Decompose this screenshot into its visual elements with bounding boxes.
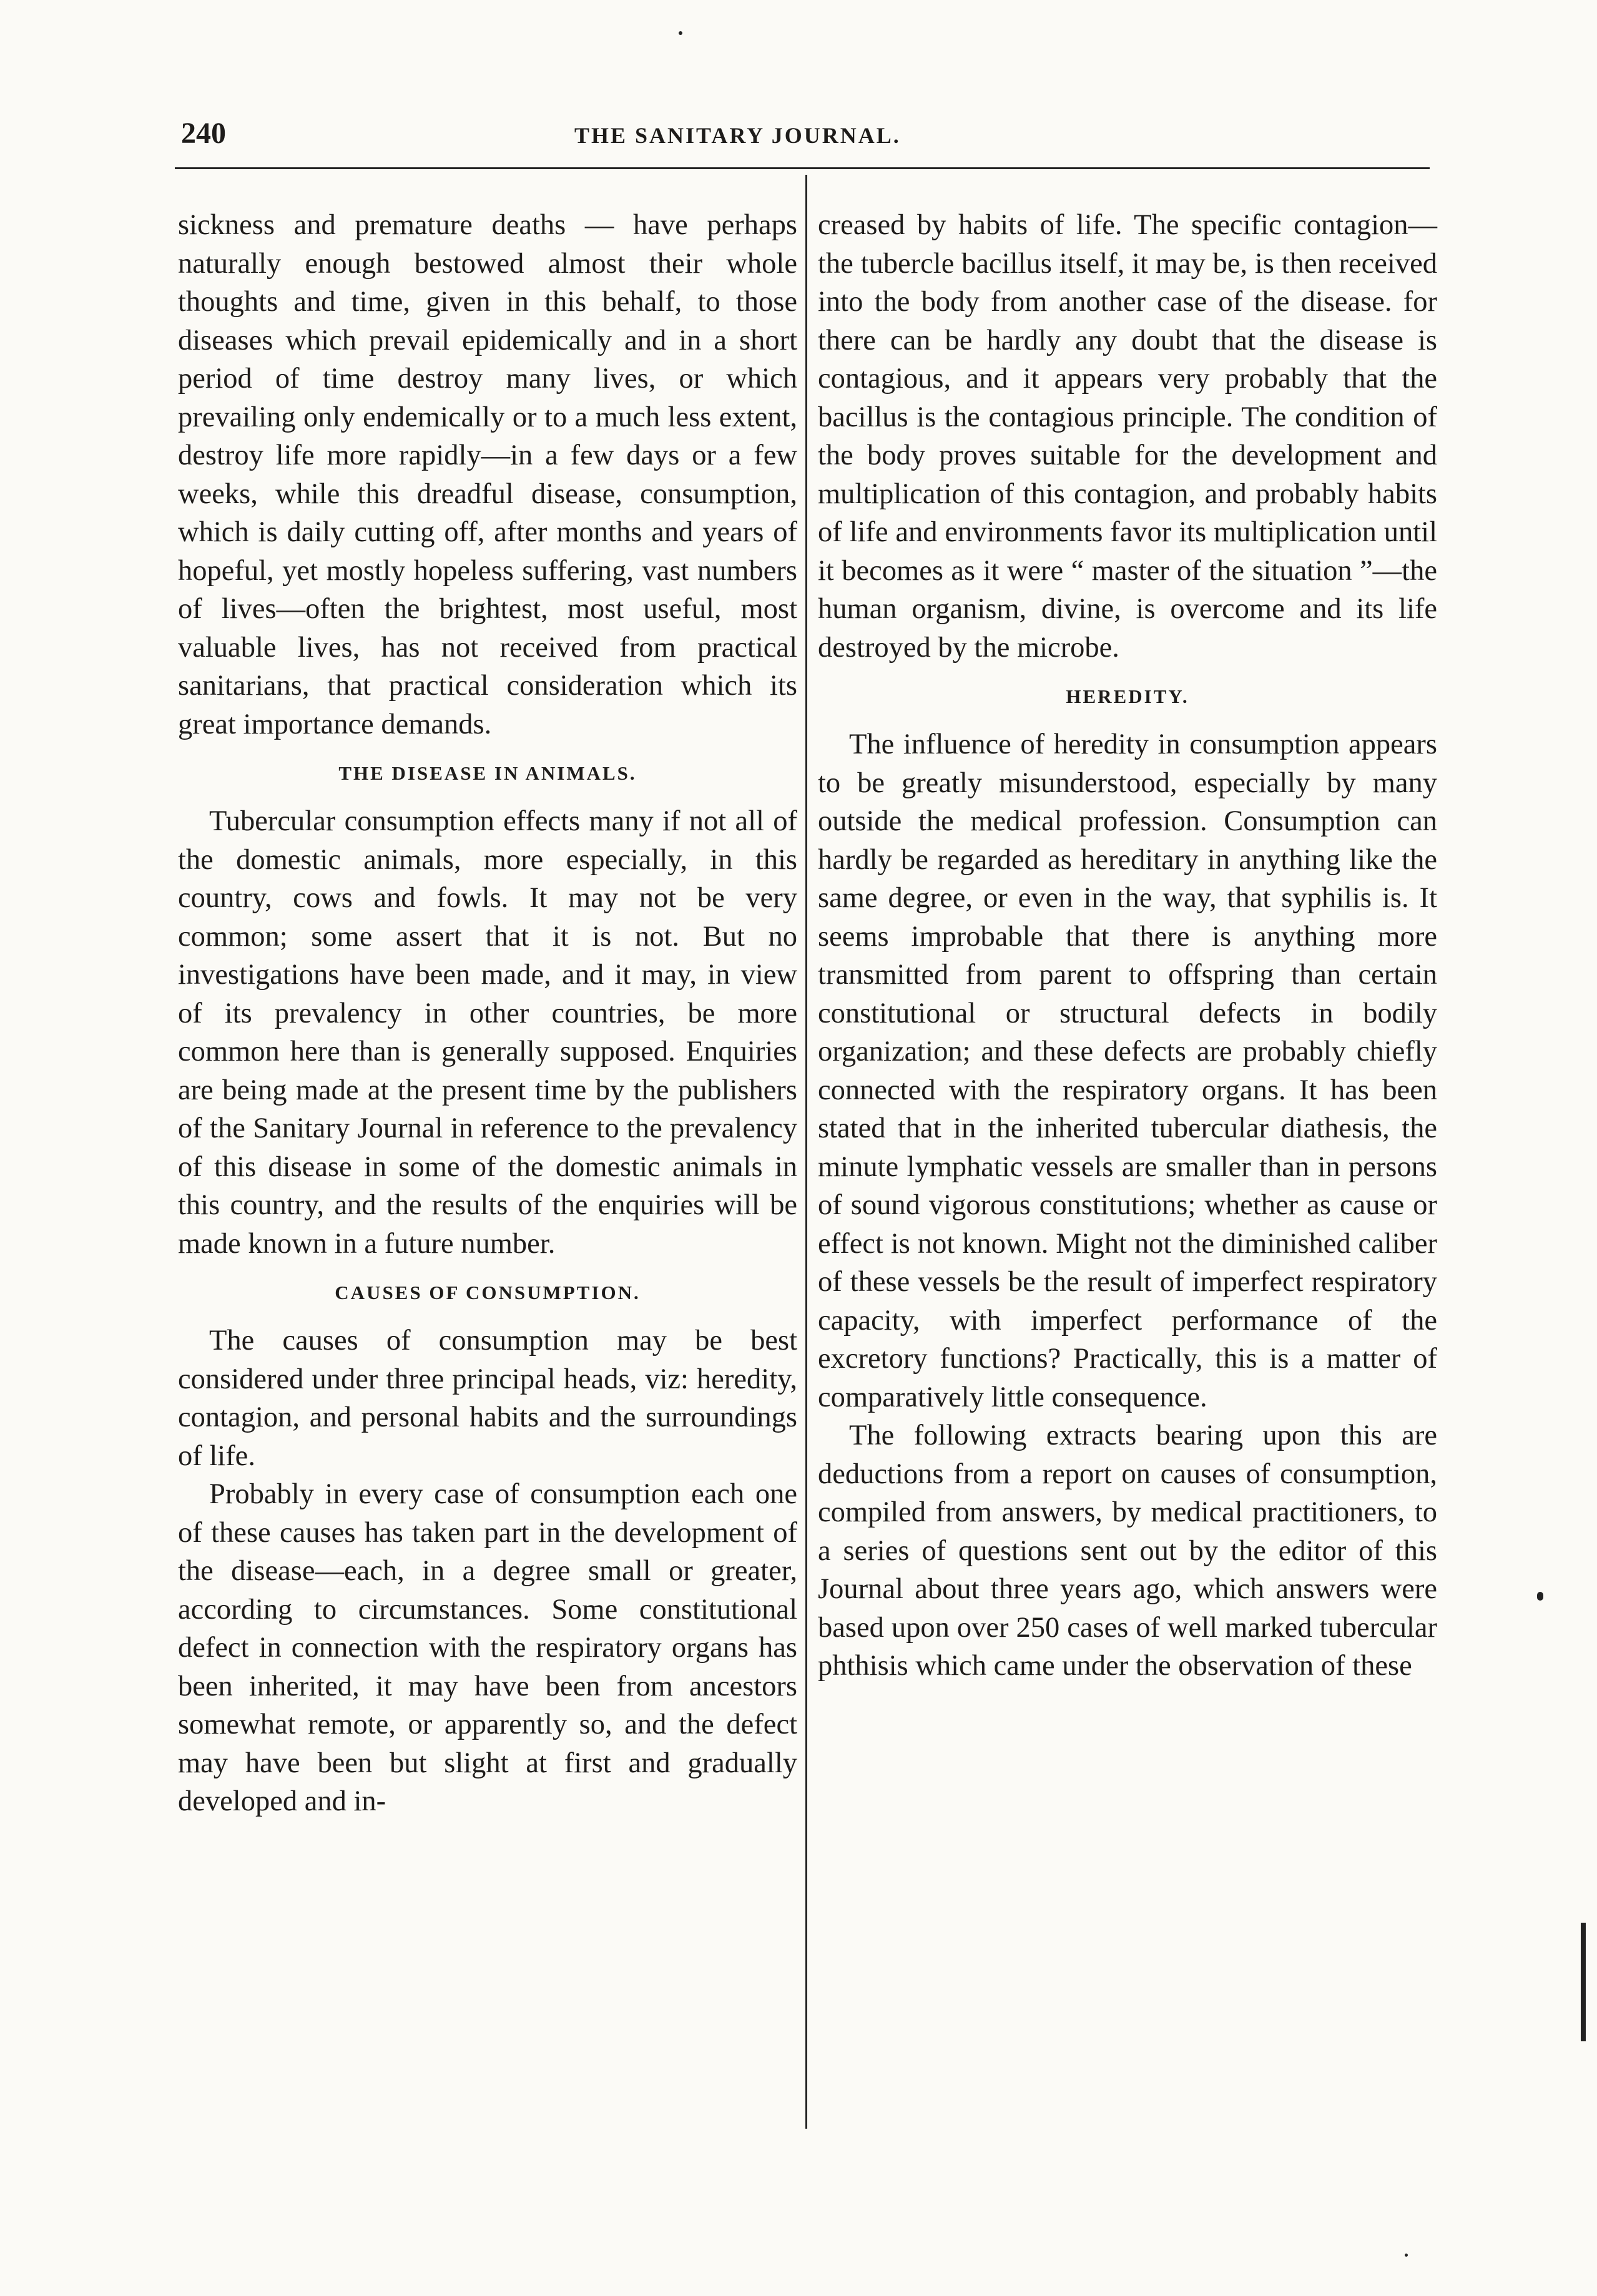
left-paragraph-2: Tubercular consumption effects many if not all of the domestic animals, more especially, in this country, cows and fowls. It may not be very common; some assert that it is not. But no investigations have been made, and it may, in view of its prevalency in other countries, be more common here than is generally supposed. Enquiries are being made at the present time by the publishers of the Sanitary Journal in reference to the prevalency of this disease in some of the domestic animals in this country, and the results of the enquiries will be made known in a future number. xyxy=(178,805,797,1260)
left-paragraph-1: sickness and premature deaths — have perhaps naturally enough bestowed almost their whole thoughts and time, given in this behalf, to those diseases which prevail epidemically and in a short period of time destroy many lives, or which prevailing only endemically or to a much less extent, destroy life more rapidly—in a few days or a few weeks, while this dreadful disease, consumption, which is daily cutting off, after months and years of hopeful, yet mostly hopeless suffering, vast numbers of lives—often the brightest, most useful, most valuable lives, has not received from practical sanitarians, that practical consideration which its great importance demands. xyxy=(178,209,797,740)
column-divider xyxy=(805,175,807,2129)
right-paragraph-2: The influence of heredity in consumption appears to be greatly misunderstood, especially by many outside the medical profession. Consumption can hardly be regarded as hereditary in anything like the same degree, or even in the way, that syphilis is. It seems improbable that there is anything more transmitted from parent to offspring than certain constitutional or structural defects in bodily organization; and these defects are probably chiefly connected with the respiratory organs. It has been stated that in the inherited tubercular diathesis, the minute lymphatic vessels are smaller than in persons of sound vigorous constitutions; whether as cause or effect is not known. Might not the diminished caliber of these vessels be the result of imperfect respiratory capacity, with imperfect performance of the excretory functions? Practically, this is a matter of comparatively little consequence. xyxy=(818,729,1437,1413)
right-column xyxy=(818,206,1437,1685)
header-rule xyxy=(175,167,1430,169)
left-paragraph-3: The causes of consumption may be best considered under three principal heads, viz: heredity, contagion, and personal habits and the surroundings of life. xyxy=(178,1325,797,1472)
running-head: THE SANITARY JOURNAL. xyxy=(574,123,901,148)
scan-speck xyxy=(1537,1592,1543,1601)
left-paragraph-4: Probably in every case of consumption each one of these causes has taken part in the development of the disease—each, in a degree small or greater, according to circumstances. Some constitutional defect in connection with the respiratory organs has been inherited, it may have been from ancestors somewhat remote, or apparently so, and the defect may have been but slight at first and gradually developed and in- xyxy=(178,1478,797,1817)
right-paragraph-1: creased by habits of life. The specific contagion—the tubercle bacillus itself, it may be, is then received into the body from another case of the disease. for there can be hardly any doubt that the disease is contagious, and it appears very probably that the bacillus is the contagious principle. The condition of the body proves suitable for the development and multiplication of this contagion, and probably habits of life and environments favor its multiplication until it becomes as it were “ master of the situation ”—the human organism, divine, is overcome and its life destroyed by the microbe. xyxy=(818,209,1437,664)
scan-edge-mark xyxy=(1581,1923,1586,2041)
heading-causes-of-consumption: CAUSES OF CONSUMPTION. xyxy=(335,1282,641,1303)
page-number: 240 xyxy=(181,117,226,150)
heading-disease-in-animals: THE DISEASE IN ANIMALS. xyxy=(338,762,637,784)
scan-speck xyxy=(1405,2254,1408,2257)
left-column xyxy=(178,206,797,1821)
heading-heredity: HEREDITY. xyxy=(1066,685,1189,707)
page-header xyxy=(181,110,1430,160)
scan-speck xyxy=(679,31,682,35)
right-paragraph-3: The following extracts bearing upon this are deductions from a report on causes of consumption, compiled from answers, by medical practitioners, to a series of questions sent out by the editor of this Journal about three years ago, which answers were based upon over 250 cases of well marked tubercular phthisis which came under the observation of these xyxy=(818,1420,1437,1682)
